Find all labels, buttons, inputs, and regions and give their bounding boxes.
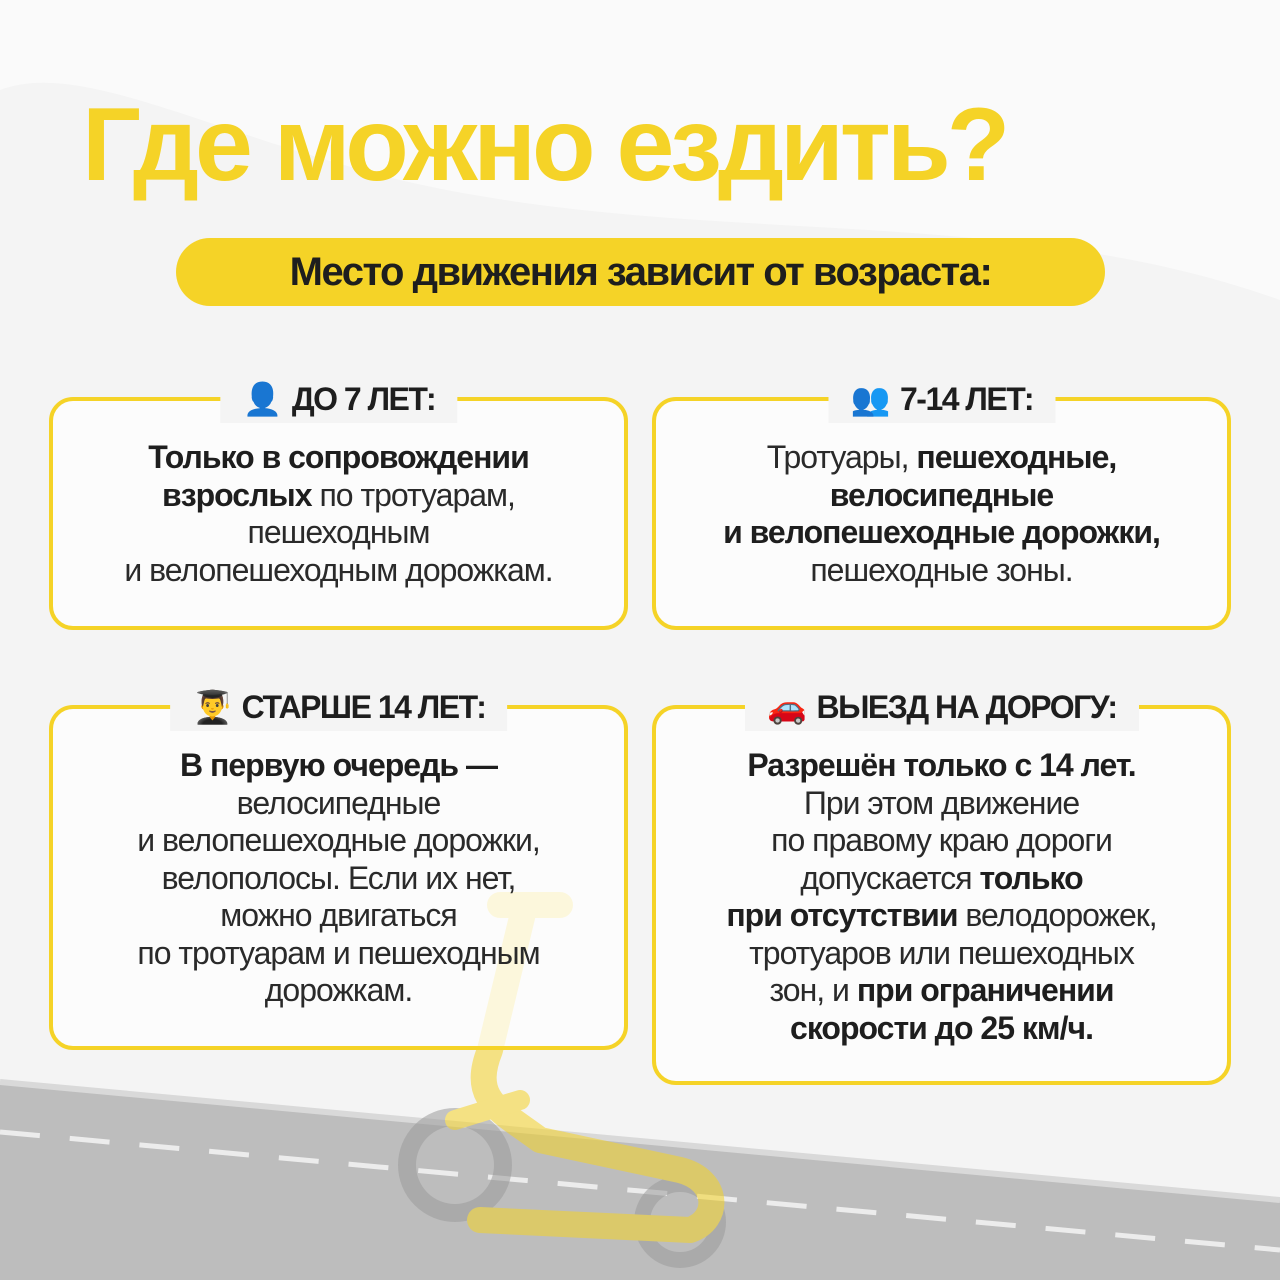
text: допускается <box>800 859 980 896</box>
text: тротуаров или пешеходных <box>749 934 1134 971</box>
card-title: 7-14 ЛЕТ: <box>899 381 1034 417</box>
card-text-line <box>656 860 1227 898</box>
card-text-line <box>656 477 1227 515</box>
card-text-line <box>53 439 624 477</box>
bold-text: В первую очередь — <box>180 747 497 783</box>
card-text-line <box>656 439 1227 477</box>
card-text-line <box>53 477 624 515</box>
card-text-line <box>656 552 1227 590</box>
text: зон, и <box>769 972 857 1008</box>
bold-text: пешеходные, <box>916 439 1117 475</box>
card-text-line <box>53 860 624 898</box>
card-text-line <box>53 785 624 823</box>
card-title: СТАРШЕ 14 ЛЕТ: <box>241 689 486 725</box>
text: по тротуарам, <box>311 476 515 513</box>
card-text <box>53 747 624 1010</box>
card-text <box>656 439 1227 589</box>
card-text <box>656 747 1227 1047</box>
card-under-7 <box>49 381 628 630</box>
page-title: Где можно ездить? <box>82 87 1007 203</box>
card-text-line <box>656 1010 1227 1048</box>
bold-text: Разрешён только с 14 лет. <box>747 747 1136 783</box>
card-title: ДО 7 ЛЕТ: <box>291 381 436 417</box>
text: пешеходные зоны. <box>810 551 1073 588</box>
card-text-line <box>53 897 624 935</box>
text: по тротуарам и пешеходным <box>137 934 540 971</box>
card-label <box>744 683 1138 731</box>
card-over-14 <box>49 689 628 1050</box>
bold-text: взрослых <box>162 476 312 513</box>
card-text-line <box>656 897 1227 935</box>
card-title: ВЫЕЗД НА ДОРОГУ: <box>816 689 1117 725</box>
card-text <box>53 439 624 589</box>
card-text-line <box>656 822 1227 860</box>
card-text-line <box>53 972 624 1010</box>
bold-text: только <box>979 859 1083 896</box>
bold-text: и велопешеходные дорожки, <box>723 514 1160 550</box>
bold-text: Только в сопровождении <box>148 439 529 475</box>
card-7-14 <box>652 381 1231 630</box>
text: и велопешеходным дорожкам. <box>124 551 553 588</box>
graduate-icon: 👨‍🎓 <box>192 689 231 725</box>
card-text-line <box>656 747 1227 785</box>
subtitle-banner <box>176 238 1105 306</box>
person-icon: 👤 <box>242 381 281 417</box>
card-text-line <box>656 972 1227 1010</box>
car-icon: 🚗 <box>767 689 806 725</box>
card-text-line <box>53 552 624 590</box>
text: и велопешеходные дорожки, <box>137 822 540 858</box>
subtitle-text: Место движения зависит от возраста: <box>289 249 992 294</box>
card-text-line <box>656 935 1227 973</box>
people-icon: 👥 <box>850 381 890 417</box>
card-road-access <box>652 689 1231 1085</box>
card-text-line <box>53 747 624 785</box>
text: по правому краю дороги <box>771 822 1112 858</box>
text: велодорожек, <box>957 897 1157 933</box>
bold-text: велосипедные <box>829 476 1054 513</box>
card-text-line <box>53 935 624 973</box>
bold-text: скорости до 25 км/ч. <box>790 1009 1093 1046</box>
text: Тротуары, <box>766 439 917 475</box>
card-text-line <box>53 822 624 860</box>
card-label <box>220 375 457 423</box>
text: можно двигаться <box>220 897 457 933</box>
card-text-line <box>53 514 624 552</box>
text: При этом движение <box>803 784 1080 821</box>
card-label <box>170 683 508 731</box>
text: велосипедные <box>236 784 441 821</box>
card-text-line <box>656 514 1227 552</box>
card-label <box>828 375 1055 423</box>
text: дорожкам. <box>264 972 413 1008</box>
text: пешеходным <box>247 514 430 550</box>
card-text-line <box>656 785 1227 823</box>
text: велополосы. Если их нет, <box>161 859 516 896</box>
bold-text: при отсутствии <box>726 897 958 933</box>
bold-text: при ограничении <box>856 972 1114 1008</box>
